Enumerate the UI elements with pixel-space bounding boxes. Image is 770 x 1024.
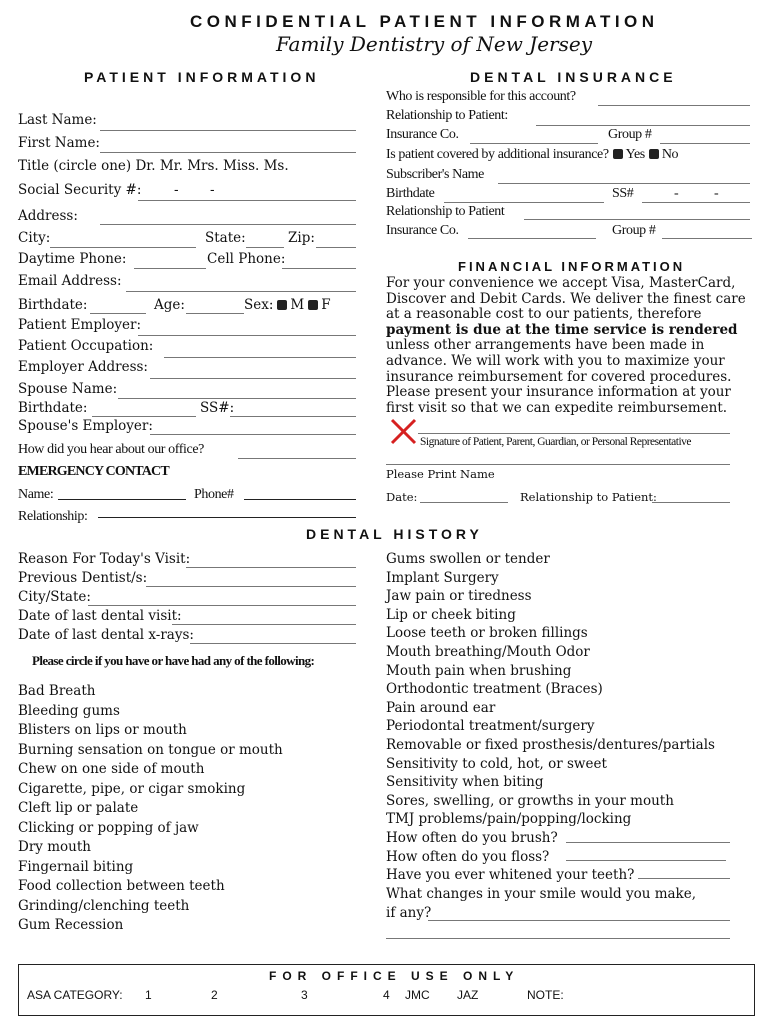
daytime-phone-field[interactable]	[134, 268, 206, 269]
last-name-label: Last Name:	[18, 112, 97, 128]
additional-insurance-row	[386, 147, 678, 163]
asa-category-label: ASA CATEGORY:	[27, 988, 123, 1002]
email-field[interactable]	[126, 291, 356, 292]
condition-item[interactable]: Burning sensation on tongue or mouth	[18, 741, 283, 758]
subscriber-ss-field[interactable]	[642, 202, 750, 203]
spouse-birthdate-field[interactable]	[92, 416, 196, 417]
policy-text: For your convenience we accept Visa, MasterCard, Discover and Debit Cards. We deliver the finest care at a reasonable cost to our patients, therefore	[386, 275, 746, 323]
condition-item[interactable]: Grinding/clenching teeth	[18, 897, 190, 914]
checkbox-no[interactable]	[649, 149, 659, 159]
jmc-option[interactable]: JMC	[405, 988, 430, 1002]
additional-insurance-label: Is patient covered by additional insurance?	[386, 147, 609, 162]
occupation-label: Patient Occupation:	[18, 338, 154, 354]
office-use-heading: FOR OFFICE USE ONLY	[269, 969, 520, 983]
visit-field-label: Reason For Today's Visit:	[18, 551, 191, 567]
condition-item[interactable]: Periodontal treatment/surgery	[386, 718, 595, 735]
asa-option-1[interactable]: 1	[145, 988, 152, 1002]
first-name-label: First Name:	[18, 135, 100, 151]
subscriber-birthdate-field[interactable]	[444, 202, 604, 203]
condition-item[interactable]: Food collection between teeth	[18, 878, 225, 894]
hear-about-field[interactable]	[238, 458, 356, 459]
ssn-dash: -	[210, 182, 215, 198]
print-name-field[interactable]	[386, 464, 730, 465]
state-field[interactable]	[246, 247, 284, 248]
practice-name: Family Dentistry of New Jersey	[276, 32, 592, 56]
dental-insurance-heading: DENTAL INSURANCE	[470, 69, 677, 85]
visit-field-label: Date of last dental x-rays:	[18, 627, 194, 643]
condition-item[interactable]: Implant Surgery	[386, 569, 499, 586]
cell-phone-field[interactable]	[282, 268, 356, 269]
financial-relationship-label: Relationship to Patient:	[520, 490, 657, 504]
policy-text: unless other arrangements have been made in advance. We will work with you to maximize your insurance reimbursement for covered procedures. Please present your insurance information at your first visit so that we can expedite reimbursement.	[386, 337, 732, 416]
birthdate-field[interactable]	[90, 313, 146, 314]
emergency-name-field[interactable]	[58, 499, 186, 500]
spouse-ss-label: SS#:	[200, 400, 235, 416]
female-label: F	[321, 297, 331, 313]
employer-field[interactable]	[138, 335, 356, 336]
condition-item[interactable]: Gum Recession	[18, 917, 124, 933]
ss-dash: -	[674, 186, 679, 201]
city-field[interactable]	[50, 247, 196, 248]
emergency-relationship-field[interactable]	[98, 517, 356, 518]
spouse-ss-field[interactable]	[230, 416, 356, 417]
floss-question: How often do you floss?	[386, 849, 550, 865]
no-label: No	[661, 147, 679, 162]
spouse-name-label: Spouse Name:	[18, 381, 118, 397]
note-label: NOTE:	[527, 988, 564, 1002]
visit-field-input[interactable]	[172, 624, 356, 625]
condition-item[interactable]: Sensitivity when biting	[386, 774, 544, 791]
city-label: City:	[18, 230, 51, 246]
signature-caption: Signature of Patient, Parent, Guardian, or Personal Representative	[420, 436, 692, 448]
condition-item[interactable]: Mouth breathing/Mouth Odor	[386, 644, 590, 660]
emergency-contact-heading: EMERGENCY CONTACT	[18, 464, 169, 479]
last-name-field[interactable]	[100, 130, 356, 131]
whitened-question: Have you ever whitened your teeth?	[386, 867, 635, 883]
zip-field[interactable]	[316, 247, 356, 248]
subscriber-field[interactable]	[498, 183, 750, 184]
floss-field[interactable]	[566, 860, 726, 861]
emergency-phone-label: Phone#	[194, 487, 234, 502]
subscriber-label: Subscriber's Name	[386, 167, 484, 182]
if-any-label: if any?	[386, 905, 432, 921]
condition-item[interactable]: Cleft lip or palate	[18, 800, 139, 816]
smile-change-field-2[interactable]	[386, 938, 730, 939]
subscriber-ss-label: SS#	[612, 186, 634, 201]
condition-item[interactable]: Blisters on lips or mouth	[18, 722, 187, 738]
condition-item[interactable]: Clicking or popping of jaw	[18, 819, 199, 836]
print-name-label: Please Print Name	[386, 467, 495, 481]
subscriber-birthdate-label: Birthdate	[386, 186, 435, 201]
condition-item[interactable]: Removable or fixed prosthesis/dentures/partials	[386, 737, 715, 753]
ssn-field[interactable]	[138, 200, 356, 201]
yes-label: Yes	[625, 147, 645, 162]
checkbox-male[interactable]	[277, 300, 287, 310]
whitened-field[interactable]	[638, 878, 730, 879]
responsible-label: Who is responsible for this account?	[386, 89, 576, 104]
condition-item[interactable]: Orthodontic treatment (Braces)	[386, 681, 603, 698]
visit-field-label: Previous Dentist/s:	[18, 570, 148, 586]
relationship2-label: Relationship to Patient	[386, 204, 505, 219]
address-field[interactable]	[100, 224, 356, 225]
group-field[interactable]	[660, 143, 750, 144]
email-label: Email Address:	[18, 273, 122, 289]
ssn-dash: -	[174, 182, 179, 198]
spouse-birthdate-label: Birthdate:	[18, 400, 88, 416]
condition-item[interactable]: Loose teeth or broken fillings	[386, 625, 588, 642]
emergency-relationship-label: Relationship:	[18, 509, 88, 524]
date-field[interactable]	[420, 502, 508, 503]
emergency-phone-field[interactable]	[244, 499, 356, 500]
patient-info-heading: PATIENT INFORMATION	[84, 69, 320, 85]
insurance-co2-label: Insurance Co.	[386, 223, 459, 238]
employer-address-field[interactable]	[150, 378, 356, 379]
ssn-label: Social Security #:	[18, 182, 142, 198]
condition-item[interactable]: Mouth pain when brushing	[386, 662, 572, 679]
condition-item[interactable]: Jaw pain or tiredness	[386, 588, 532, 605]
visit-field-input[interactable]	[186, 567, 356, 568]
visit-field-input[interactable]	[146, 586, 356, 587]
title-options[interactable]: Title (circle one) Dr. Mr. Mrs. Miss. Ms.	[18, 158, 289, 174]
condition-item[interactable]: Pain around ear	[386, 699, 496, 716]
circle-instruction: Please circle if you have or have had any of the following:	[32, 653, 315, 668]
visit-field-label: City/State:	[18, 589, 91, 605]
condition-item[interactable]: TMJ problems/pain/popping/locking	[386, 811, 632, 828]
office-use-box	[18, 964, 755, 1016]
group2-field[interactable]	[662, 238, 752, 239]
form-title: CONFIDENTIAL PATIENT INFORMATION	[190, 12, 659, 31]
emergency-name-label: Name:	[18, 487, 54, 502]
financial-policy-text	[386, 276, 756, 416]
smile-change-question: What changes in your smile would you make,	[386, 886, 697, 902]
relationship-field[interactable]	[536, 125, 750, 126]
male-label: M	[290, 297, 305, 313]
hear-about-label: How did you hear about our office?	[18, 442, 204, 457]
daytime-phone-label: Daytime Phone:	[18, 251, 127, 267]
age-label: Age:	[154, 297, 185, 313]
asa-option-2[interactable]: 2	[211, 988, 218, 1002]
asa-option-3[interactable]: 3	[301, 988, 308, 1002]
zip-label: Zip:	[288, 230, 315, 246]
dental-history-heading: DENTAL HISTORY	[306, 526, 483, 542]
age-field[interactable]	[186, 313, 244, 314]
asa-option-4[interactable]: 4	[383, 988, 390, 1002]
condition-item[interactable]: Lip or cheek biting	[386, 606, 516, 623]
visit-field-input[interactable]	[190, 643, 356, 644]
insurance-co2-field[interactable]	[468, 238, 596, 239]
smile-change-field[interactable]	[428, 920, 730, 921]
occupation-field[interactable]	[164, 357, 356, 358]
condition-item[interactable]: Sores, swelling, or growths in your mouth	[386, 792, 674, 809]
sex-label: Sex:	[244, 297, 274, 313]
group-label: Group #	[608, 127, 652, 142]
visit-field-label: Date of last dental visit:	[18, 608, 182, 624]
spouse-employer-field[interactable]	[150, 434, 356, 435]
checkbox-female[interactable]	[308, 300, 318, 310]
date-label: Date:	[386, 490, 418, 504]
ss-dash: -	[714, 186, 719, 201]
first-name-field[interactable]	[100, 152, 356, 153]
cell-phone-label: Cell Phone:	[207, 251, 286, 267]
employer-address-label: Employer Address:	[18, 359, 148, 375]
relationship2-field[interactable]	[524, 219, 750, 220]
spouse-name-field[interactable]	[118, 398, 356, 399]
condition-item[interactable]: Chew on one side of mouth	[18, 761, 205, 777]
brush-question: How often do you brush?	[386, 830, 558, 846]
condition-item[interactable]: Gums swollen or tender	[386, 551, 550, 567]
condition-item[interactable]: Sensitivity to cold, hot, or sweet	[386, 755, 607, 772]
policy-text-bold: payment is due at the time service is rendered	[386, 321, 738, 338]
insurance-co-field[interactable]	[470, 143, 598, 144]
jaz-option[interactable]: JAZ	[457, 988, 479, 1002]
relationship-label: Relationship to Patient:	[386, 108, 508, 123]
brush-field[interactable]	[566, 842, 730, 843]
condition-item[interactable]: Dry mouth	[18, 839, 91, 855]
condition-item[interactable]: Bleeding gums	[18, 702, 120, 719]
insurance-co-label: Insurance Co.	[386, 127, 459, 142]
financial-info-heading: FINANCIAL INFORMATION	[458, 259, 686, 274]
spouse-employer-label: Spouse's Employer:	[18, 418, 153, 434]
checkbox-yes[interactable]	[613, 149, 623, 159]
sex-options	[244, 297, 331, 313]
state-label: State:	[205, 230, 246, 246]
visit-field-input[interactable]	[88, 605, 356, 606]
group2-label: Group #	[612, 223, 656, 238]
employer-label: Patient Employer:	[18, 317, 142, 333]
condition-item[interactable]: Bad Breath	[18, 683, 96, 699]
condition-item[interactable]: Cigarette, pipe, or cigar smoking	[18, 780, 246, 797]
financial-relationship-field[interactable]	[652, 502, 730, 503]
birthdate-label: Birthdate:	[18, 297, 88, 313]
signature-x-icon	[390, 418, 418, 446]
condition-item[interactable]: Fingernail biting	[18, 858, 134, 875]
address-label: Address:	[18, 208, 78, 224]
responsible-field[interactable]	[598, 105, 750, 106]
